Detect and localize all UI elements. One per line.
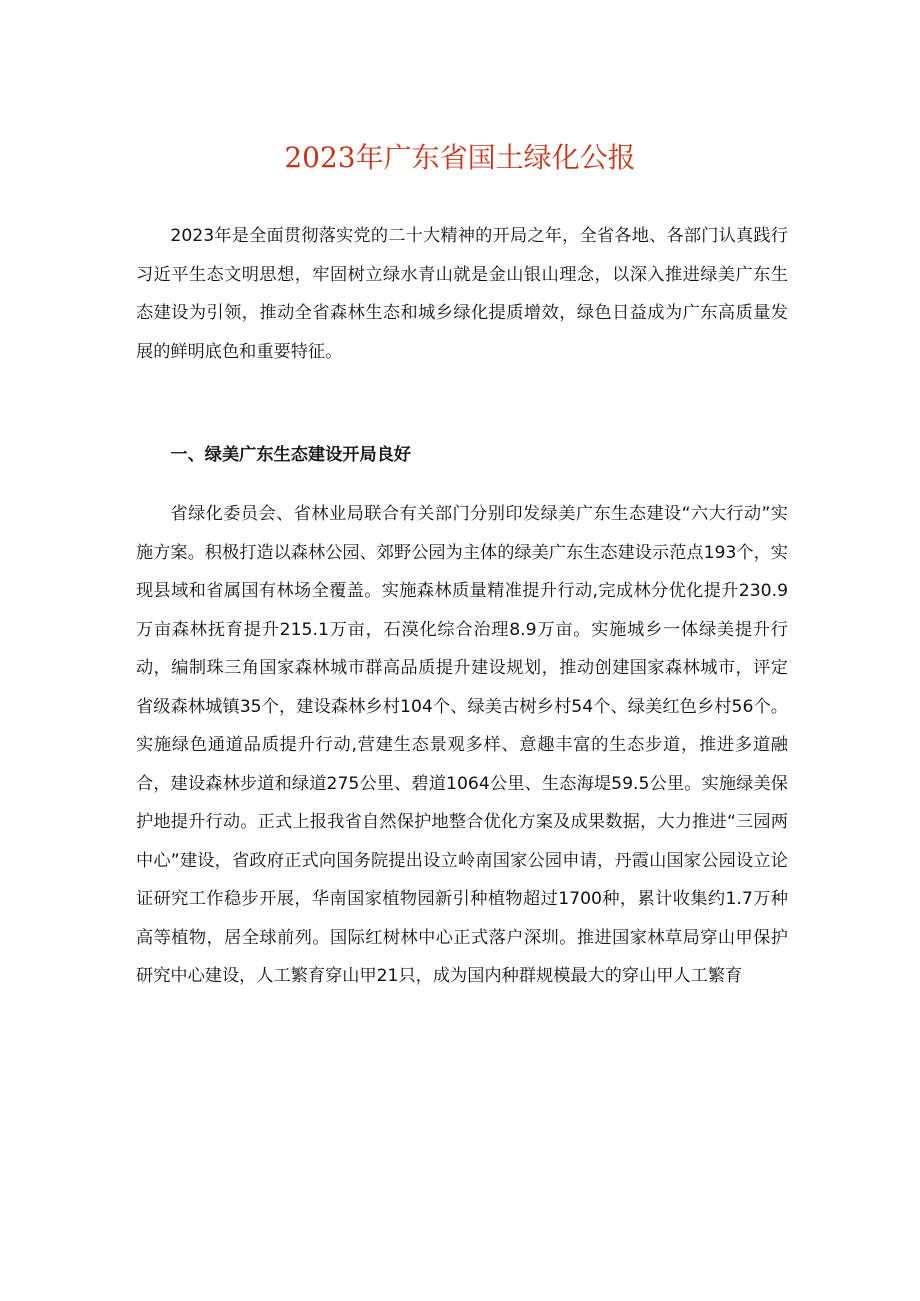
intro-paragraph: 2023年是全面贯彻落实党的二十大精神的开局之年，全省各地、各部门认真践行习近平生态文明思想，牢固树立绿水青山就是金山银山理念，以深入推进绿美广东生态建设为引领，推动全省森林生态和城乡绿化提质增效，绿色日益成为广东高质量发展的鲜明底色和重要特征。 <box>136 226 788 362</box>
document-title: 2023年广东省国土绿化公报 <box>284 141 636 174</box>
section-1-paragraph: 省绿化委员会、省林业局联合有关部门分别印发绿美广东生态建设“六大行动”实施方案。积极打造以森林公园、郊野公园为主体的绿美广东生态建设示范点193个，实现县域和省属国有林场全覆盖。实施森林质量精准提升行动,完成林分优化提升230.9万亩森林抚育提升215.1万亩，石漠化综合治理8.9万亩。实施城乡一体绿美提升行动，编制珠三角国家森林城市群高品质提升建设规划，推动创建国家森林城市，评定省级森林城镇35个，建设森林乡村104个、绿美古树乡村54个、绿美红色乡村56个。实施绿色通道品质提升行动,营建生态景观多样、意趣丰富的生态步道，推进多道融合，建设森林步道和绿道275公里、碧道1064公里、生态海堤59.5公里。实施绿美保护地提升行动。正式上报我省自然保护地整合优化方案及成果数据，大力推进“三园两中心”建设，省政府正式向国务院提出设立岭南国家公园申请，丹霞山国家公园设立论证研究工作稳步开展，华南国家植物园新引种植物超过1700种，累计收集约1.7万种高等植物，居全球前列。国际红树林中心正式落户深圳。推进国家林草局穿山甲保护研究中心建设，人工繁育穿山甲21只，成为国内种群规模最大的穿山甲人工繁育 <box>136 504 788 986</box>
section-1-heading: 一、绿美广东生态建设开局良好 <box>170 445 412 465</box>
